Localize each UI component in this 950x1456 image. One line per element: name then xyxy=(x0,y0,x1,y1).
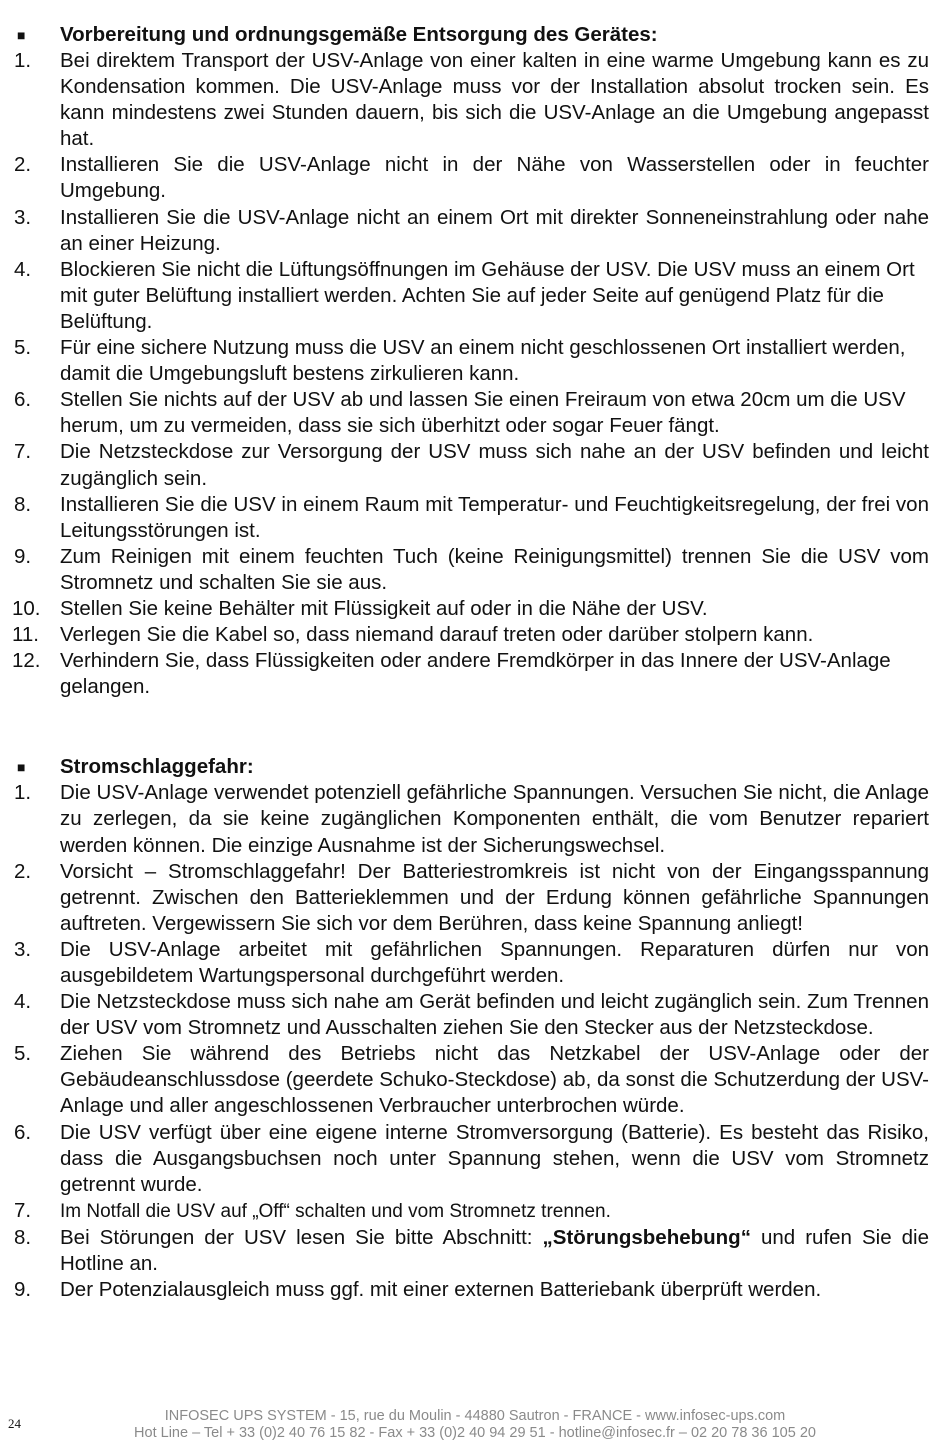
document-page xyxy=(0,22,950,1303)
preparation-list xyxy=(0,48,950,700)
section-heading-preparation xyxy=(0,22,950,48)
item-text-part: Bei Störungen der USV lesen Sie bitte Abschnitt: xyxy=(60,1225,543,1249)
item-number: 3. xyxy=(14,205,32,229)
item-number: 7. xyxy=(14,440,32,464)
item-number: 12. xyxy=(12,649,41,673)
list-item xyxy=(0,596,950,622)
list-item xyxy=(0,544,950,596)
item-text xyxy=(60,1226,929,1275)
item-number: 5. xyxy=(14,336,32,360)
item-number: 3. xyxy=(14,937,32,961)
item-text: Verlegen Sie die Kabel so, dass niemand darauf treten oder darüber stolpern kann. xyxy=(60,623,814,647)
list-item xyxy=(0,492,950,544)
item-number: 6. xyxy=(14,1120,32,1144)
section-heading-electric-shock xyxy=(0,754,950,780)
footer-contact: Hot Line – Tel + 33 (0)2 40 76 15 82 - Fax + 33 (0)2 40 94 29 51 - hotline@infosec.fr – 02 20 78 36 105 20 xyxy=(134,1425,816,1441)
item-number: 8. xyxy=(14,1225,32,1249)
list-item xyxy=(0,1120,950,1198)
item-number: 1. xyxy=(14,49,32,72)
list-item xyxy=(0,205,950,257)
list-item xyxy=(0,937,950,989)
list-item xyxy=(0,989,950,1041)
square-bullet-icon: ■ xyxy=(17,27,26,43)
section-heading-text: Vorbereitung und ordnungsgemäße Entsorgung des Gerätes: xyxy=(60,23,658,46)
item-text: Stellen Sie nichts auf der USV ab und lassen Sie einen Freiraum von etwa 20cm um die USV herum, um zu vermeiden, dass sie sich überhitzt oder sogar Feuer fängt. xyxy=(60,388,906,438)
item-number: 4. xyxy=(14,257,32,281)
list-item xyxy=(0,859,950,937)
item-text: Für eine sichere Nutzung muss die USV an einem nicht geschlossenen Ort installiert werden, damit die Umgebungsluft bestens zirkulieren kann. xyxy=(60,336,906,386)
item-text: Die USV-Anlage verwendet potenziell gefährliche Spannungen. Versuchen Sie nicht, die Anlage zu zerlegen, da sie keine zugänglichen Komponenten enthält, die vom Benutzer repariert werden können. Die einzige Ausnahme ist der Sicherungswechsel. xyxy=(60,781,929,857)
item-text: Installieren Sie die USV in einem Raum mit Temperatur- und Feuchtigkeitsregelung, der frei von Leitungsstörungen ist. xyxy=(60,492,929,542)
item-number: 2. xyxy=(14,859,32,883)
item-text: Stellen Sie keine Behälter mit Flüssigkeit auf oder in die Nähe der USV. xyxy=(60,596,708,620)
item-text: Die USV verfügt über eine eigene interne Stromversorgung (Batterie). Es besteht das Risiko, dass die Ausgangsbuchsen noch unter Spannung stehen, wenn die USV vom Stromnetz getrennt wurde. xyxy=(60,1120,929,1196)
item-number: 6. xyxy=(14,388,32,412)
item-text: Im Notfall die USV auf „Off“ schalten und vom Stromnetz trennen. xyxy=(60,1200,611,1222)
section-heading-text: Stromschlaggefahr: xyxy=(60,755,254,779)
item-number: 11. xyxy=(12,623,39,647)
page-footer xyxy=(0,1408,950,1442)
item-text-part: und rufen Sie die Hotline an. xyxy=(60,1225,929,1276)
item-number: 5. xyxy=(14,1042,32,1066)
item-text: Die USV-Anlage arbeitet mit gefährlichen Spannungen. Reparaturen dürfen nur von ausgebildetem Wartungspersonal durchgeführt werden. xyxy=(60,937,929,987)
list-item xyxy=(0,335,950,387)
footer-address: INFOSEC UPS SYSTEM - 15, rue du Moulin - 44880 Sautron - FRANCE - www.infosec-ups.com xyxy=(164,1408,786,1424)
item-text: Installieren Sie die USV-Anlage nicht in der Nähe von Wasserstellen oder in feuchter Umgebung. xyxy=(60,153,929,203)
list-item xyxy=(0,152,950,204)
item-number: 10. xyxy=(12,596,41,620)
item-text: Installieren Sie die USV-Anlage nicht an einem Ort mit direkter Sonneneinstrahlung oder nahe an einer Heizung. xyxy=(60,205,929,255)
item-text: Vorsicht – Stromschlaggefahr! Der Batteriestromkreis ist nicht von der Eingangsspannung getrennt. Zwischen den Batterieklemmen und der Erdung können gefährliche Spannungen auftreten. Vergewissern Sie sich vor dem Berühren, dass keine Spannung anliegt! xyxy=(60,859,929,935)
list-item xyxy=(0,622,950,648)
item-text: Bei direktem Transport der USV-Anlage von einer kalten in eine warme Umgebung kann es zu Kondensation kommen. Die USV-Anlage muss vor der Installation absolut trocken sein. Es kann mindestens zwei Stunden dauern, bis sich die USV-Anlage an die Umgebung angepasst hat. xyxy=(60,49,929,151)
list-item xyxy=(0,780,950,858)
list-item xyxy=(0,1198,950,1225)
list-item xyxy=(0,648,950,700)
electric-shock-list xyxy=(0,780,950,1303)
list-item xyxy=(0,257,950,335)
item-text: Die Netzsteckdose muss sich nahe am Gerät befinden und leicht zugänglich sein. Zum Trennen der USV vom Stromnetz und Ausschalten ziehen Sie den Stecker aus der Netzsteckdose. xyxy=(60,990,929,1040)
item-text: Der Potenzialausgleich muss ggf. mit einer externen Batteriebank überprüft werden. xyxy=(60,1278,822,1302)
item-number: 2. xyxy=(14,153,32,177)
list-item xyxy=(0,1277,950,1303)
list-item xyxy=(0,48,950,152)
item-text: Verhindern Sie, dass Flüssigkeiten oder andere Fremdkörper in das Innere der USV-Anlage gelangen. xyxy=(60,649,891,699)
item-number: 9. xyxy=(14,1278,32,1302)
item-text: Blockieren Sie nicht die Lüftungsöffnungen im Gehäuse der USV. Die USV muss an einem Ort mit guter Belüftung installiert werden. Achten Sie auf jeder Seite auf genügend Platz für die Belüftung. xyxy=(60,257,915,333)
page-number: 24 xyxy=(8,1416,21,1431)
list-item xyxy=(0,1041,950,1119)
list-item xyxy=(0,1225,950,1277)
section-spacer xyxy=(0,700,950,754)
square-bullet-icon: ■ xyxy=(17,759,26,776)
list-item xyxy=(0,387,950,439)
item-text: Ziehen Sie während des Betriebs nicht das Netzkabel der USV-Anlage oder der Gebäudeanschlussdose (geerdete Schuko-Steckdose) ab, da sonst die Schutzerdung der USV-Anlage und aller angeschlossenen Verbraucher unterbrochen würde. xyxy=(60,1042,929,1118)
item-number: 4. xyxy=(14,990,32,1014)
item-number: 1. xyxy=(14,781,32,805)
list-item xyxy=(0,439,950,491)
item-text: Zum Reinigen mit einem feuchten Tuch (keine Reinigungsmittel) trennen Sie die USV vom Stromnetz und schalten Sie sie aus. xyxy=(60,544,929,594)
item-text: Die Netzsteckdose zur Versorgung der USV muss sich nahe an der USV befinden und leicht zugänglich sein. xyxy=(60,440,929,490)
item-number: 8. xyxy=(14,492,32,516)
item-number: 9. xyxy=(14,544,32,568)
item-number: 7. xyxy=(14,1198,32,1222)
troubleshooting-reference: „Störungsbehebung“ xyxy=(542,1225,751,1249)
